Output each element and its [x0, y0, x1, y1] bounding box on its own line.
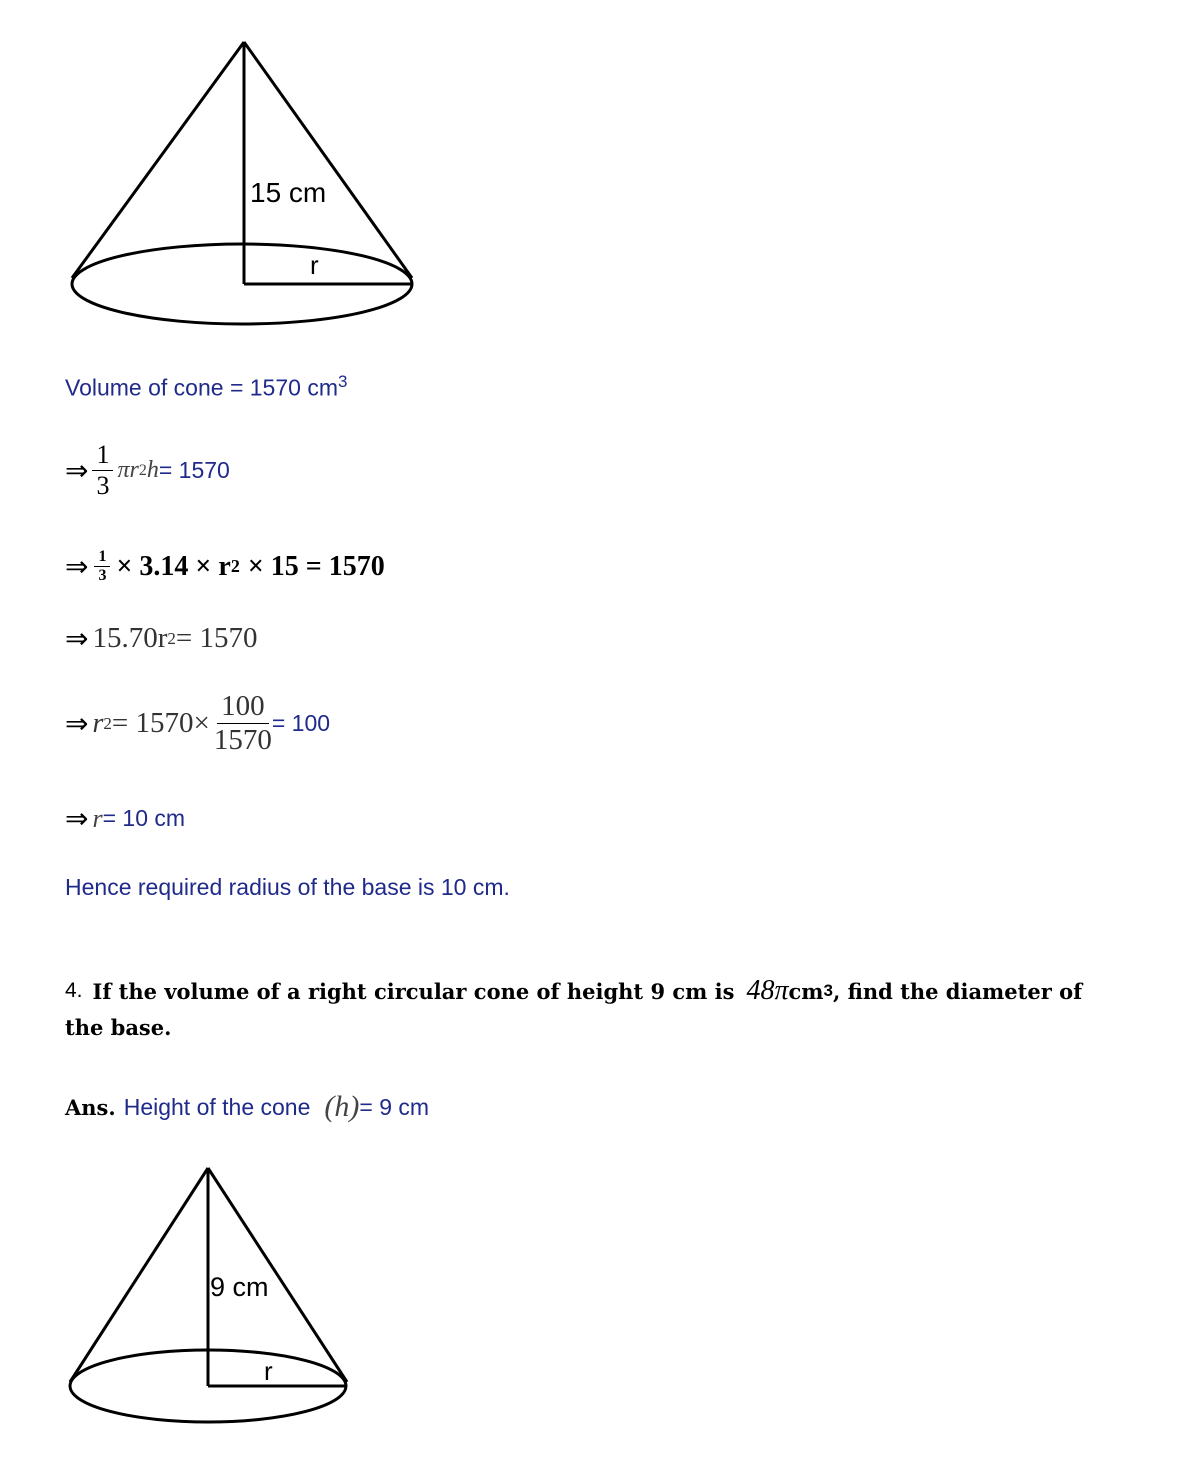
answer-var: (h): [324, 1090, 360, 1123]
step4-denominator: 1570: [213, 724, 272, 756]
implies-arrow-4: ⇒: [65, 707, 89, 740]
step1-expr: πr: [117, 457, 139, 483]
conclusion: Hence required radius of the base is 10 cm.: [65, 874, 510, 900]
question-volume: 48π: [746, 975, 789, 1006]
step2-denominator: 3: [98, 567, 107, 584]
implies-arrow-3: ⇒: [65, 622, 89, 655]
step-4: [65, 690, 330, 757]
volume-statement-exp: 3: [337, 372, 348, 391]
answer-line: [65, 1090, 429, 1124]
step3-rest: = 1570: [175, 622, 258, 654]
question-unit: cm: [788, 978, 824, 1004]
step1-numerator: 1: [92, 440, 113, 471]
step1-exp: 2: [138, 461, 147, 479]
step-5: [65, 802, 185, 835]
answer-text: Height of the cone: [123, 1093, 311, 1120]
step1-fraction: [92, 440, 113, 501]
question-unit-exp: 3: [823, 981, 833, 1000]
step5-rhs: = 10 cm: [102, 805, 186, 831]
step5-var: r: [92, 803, 103, 833]
cone1-left-edge: [72, 42, 244, 278]
step1-denominator: 3: [96, 471, 110, 500]
cone-figure-1: [60, 30, 430, 340]
answer-rhs: = 9 cm: [359, 1093, 430, 1120]
step2-exp: 2: [230, 556, 240, 576]
question-4: [65, 975, 1155, 1040]
step2-rest: × 15 = 1570: [247, 550, 385, 582]
step4-lhs: r: [92, 707, 104, 739]
cone2-radius-label: r: [264, 1356, 273, 1386]
volume-statement-text: Volume of cone = 1570 cm: [65, 374, 338, 401]
implies-arrow-5: ⇒: [65, 802, 89, 835]
step1-rhs: = 1570: [158, 457, 230, 483]
volume-statement: [65, 372, 347, 402]
question-text-1: If the volume of a right circular cone of height 9 cm is: [92, 978, 735, 1004]
question-line-2: the base.: [65, 1015, 172, 1040]
cone2-height-label: 9 cm: [210, 1272, 269, 1302]
step-1: [65, 440, 230, 501]
question-line-1: [65, 975, 1155, 1007]
cone1-right-edge: [244, 42, 412, 278]
step4-fraction: [214, 690, 272, 757]
step-2: [65, 548, 385, 585]
step4-mid: = 1570×: [111, 707, 210, 739]
answer-label: Ans.: [65, 1094, 116, 1120]
cone1-radius-label: r: [310, 250, 319, 280]
step4-numerator: 100: [217, 690, 269, 724]
step2-numerator: 1: [94, 548, 110, 567]
question-text-2: , find the diameter of: [833, 978, 1083, 1004]
question-number: 4.: [65, 979, 83, 1002]
step-3: [65, 622, 258, 655]
implies-arrow-2: ⇒: [65, 550, 89, 583]
step2-fraction: [94, 548, 110, 585]
step2-text: × 3.14 × r: [116, 550, 231, 582]
step4-rhs: = 100: [271, 710, 331, 736]
cone-figure-2: [60, 1160, 360, 1450]
step3-text: 15.70r: [92, 622, 168, 654]
cone1-height-label: 15 cm: [250, 177, 327, 208]
step4-exp: 2: [103, 713, 112, 733]
step3-exp: 2: [167, 628, 176, 648]
implies-arrow-1: ⇒: [65, 454, 89, 487]
step1-h: h: [146, 457, 159, 483]
